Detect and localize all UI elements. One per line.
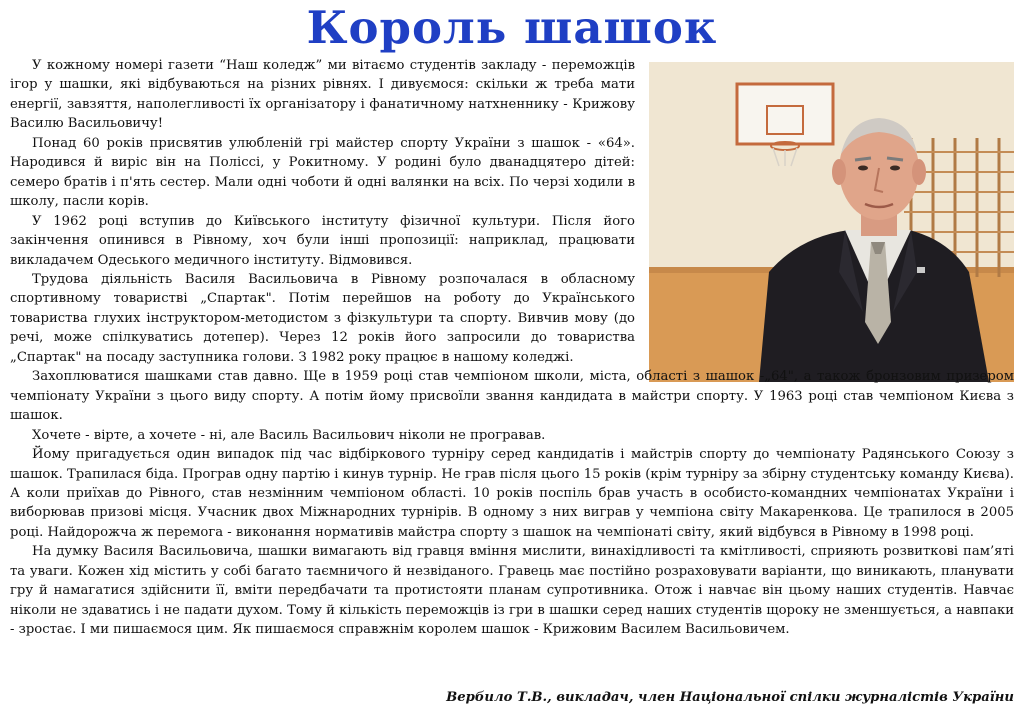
paragraph: Хочете - вірте, а хочете - ні, але Василь Васильович ніколи не програвав. <box>32 427 546 443</box>
author-byline: Вербило Т.В., викладач, член Національної спілки журналістів України <box>446 690 1014 705</box>
page-title: Король шашок <box>306 1 718 54</box>
paragraph: Трудова діяльність Василя Васильовича в Рівному розпочалася в обласному спортивному товаристві „Спартак". Потім перейшов на роботу до Українського товариства глухих інструктором-методистом з фізкультури та спорту. Вивчив мову (до речі, може спілкуватись дотепер). Через 12 років його запросили до товариства „Спартак" на посаду заступника голови. З 1982 року працює в нашому коледжі. <box>10 271 635 365</box>
paragraph: У 1962 році вступив до Київського інституту фізичної культури. Після його закінчення опинився в Рівному, хоч були інші пропозиції: наприклад, працювати викладачем Одеського медичного інституту. Відмовився. <box>10 213 635 268</box>
paragraph: У кожному номері газети “Наш коледж” ми вітаємо студентів закладу - переможців ігор у шашки, які відбуваються на різних рівнях. І дивуємося: скільки ж треба мати енергії, завзяття, наполегливості їх організатору і фанатичному натхненнику - Крижову Василю Васильовичу! <box>10 58 635 132</box>
article-body <box>10 56 1014 640</box>
paragraph: Йому пригадується один випадок під час відбіркового турніру серед кандидатів і майстрів спорту до чемпіонату Радянського Союзу з шашок. Трапилася біда. Програв одну партію і кинув турнір. Не грав після цього 15 років (крім турніру за збірну студентську команду Києва). А коли приїхав до Рівного, став незмінним чемпіоном області. 10 років поспіль брав участь в особисто-командних чемпіонатах України і виборював призові місця. Учасник двох Міжнародних турнірів. В одному з них виграв у чемпіона світу Макаренкова. Це трапилося в 2005 році. Найдорожча ж перемога - виконання нормативів майстра спорту з шашок на чемпіонаті світу, який відбувся в Рівному в 1998 році. <box>10 447 1014 540</box>
paragraph: На думку Василя Васильовича, шашки вимагають від гравця вміння мислити, винахідливості та кмітливості, сприяють розвиткові пам’яті та уваги. Кожен хід містить у собі багато таємничого й незвіданого. Гравець має постійно розраховувати варіанти, що виникають, планувати гру й намагатися здійснити її, вміти передбачати та протистояти планам супротивника. Отож і навчає він цьому наших студентів. Навчає ніколи не здаватись і не падати духом. Тому й кількість переможців із гри в шашки серед наших студентів щороку не зменшується, а навпаки - зростає. І ми пишаємося цим. Як пишаємося справжнім королем шашок - Крижовим Василем Васильовичем. <box>10 544 1014 638</box>
paragraph: Захоплюватися шашками став давно. Ще в 1959 році став чемпіоном школи, міста, області з шашок -„64", а також бронзовим призером чемпіонату України з цього виду спорту. А потім йому присвоїли звання кандидата в майстри спорту. У 1963 році став чемпіоном Києва з шашок. <box>10 369 1014 424</box>
article-column-beside-photo <box>10 56 635 367</box>
paragraph: Понад 60 років присвятив улюбленій грі майстер спорту України з шашок - «64». Народився й виріс він на Поліссі, у Рокитному. У родині було дванадцятеро дітей: семеро братів і п'ять сестер. Мали одні чоботи й одні валянки на всіх. По черзі ходили в школу, пасли корів. <box>10 135 635 210</box>
